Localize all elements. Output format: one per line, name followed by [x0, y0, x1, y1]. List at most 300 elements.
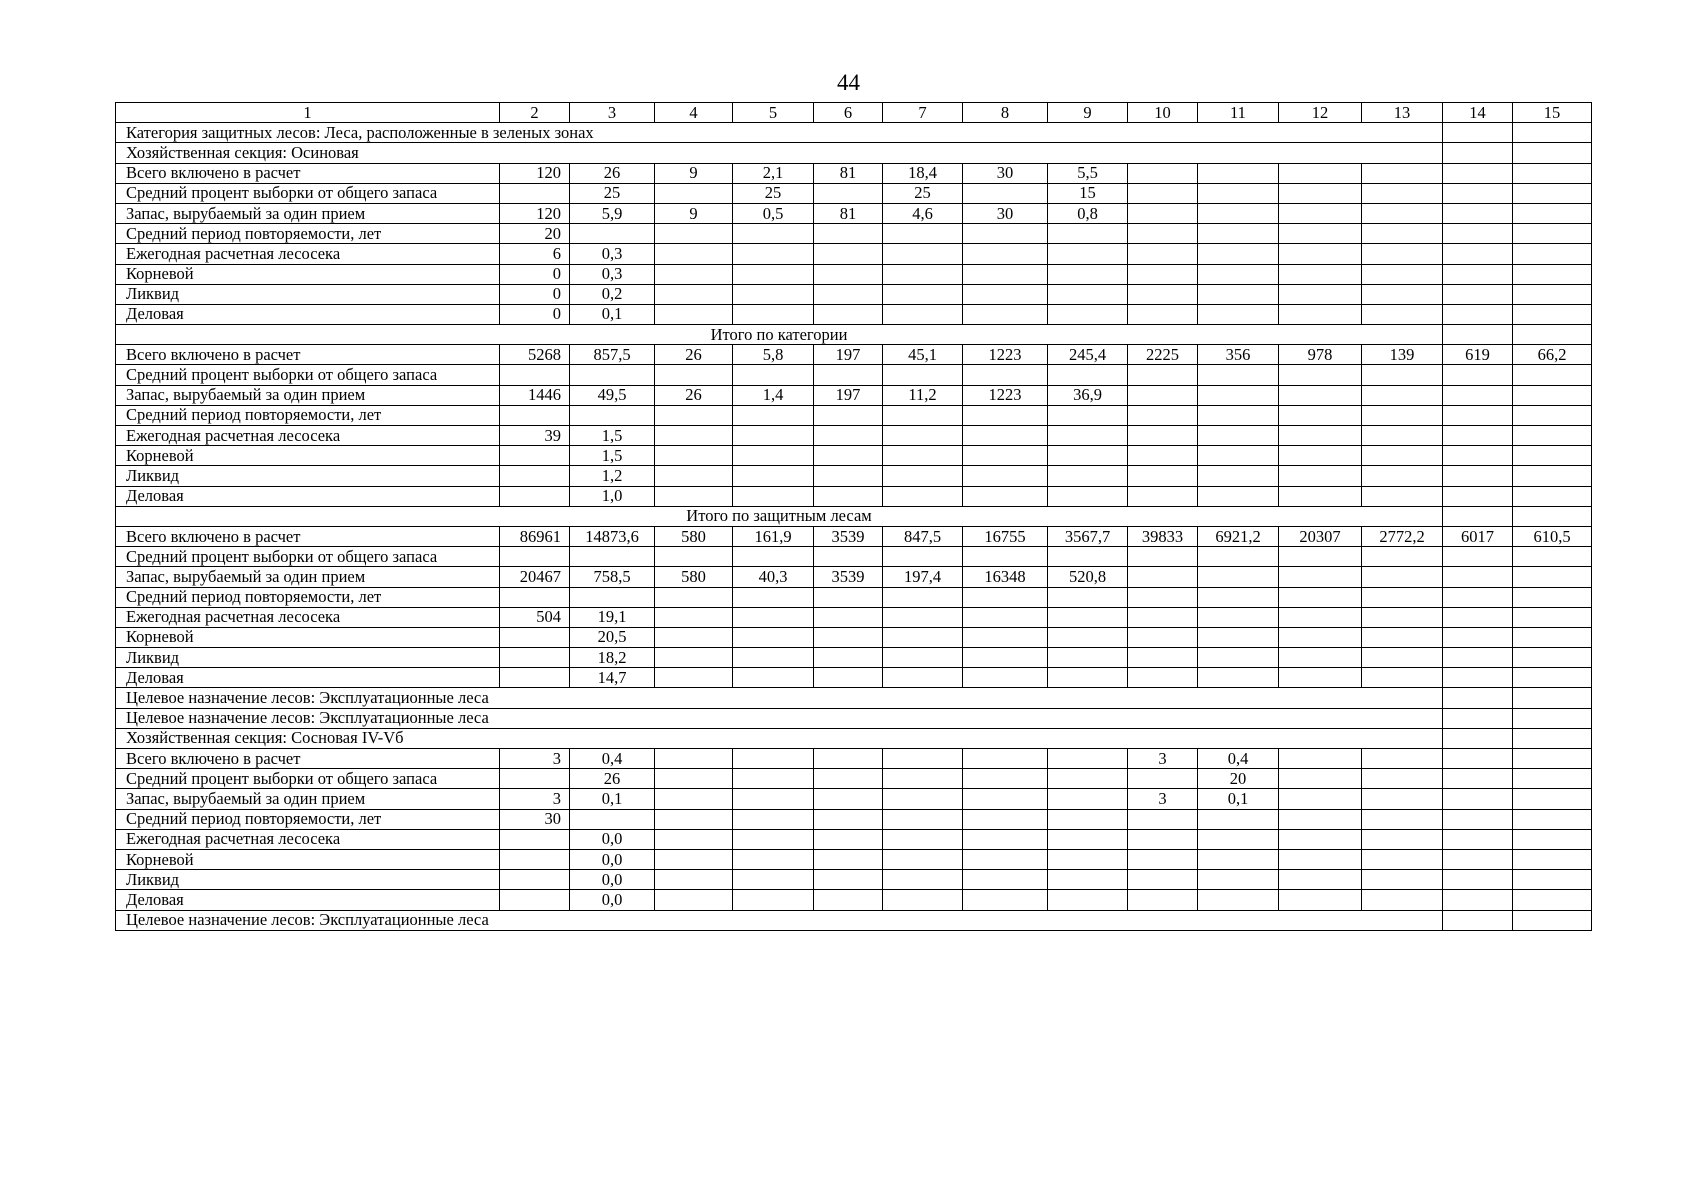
value-cell	[1048, 668, 1128, 688]
value-cell	[1048, 264, 1128, 284]
value-cell	[655, 890, 733, 910]
value-cell	[1443, 627, 1513, 647]
value-cell: 16755	[963, 526, 1048, 546]
value-cell	[1048, 627, 1128, 647]
value-cell	[1513, 385, 1592, 405]
value-cell	[655, 829, 733, 849]
value-cell	[1198, 426, 1279, 446]
value-cell: 5,5	[1048, 163, 1128, 183]
value-cell	[500, 870, 570, 890]
column-number-cell: 14	[1443, 103, 1513, 123]
value-cell	[1048, 547, 1128, 567]
table-row	[116, 183, 1592, 203]
value-cell: 9	[655, 163, 733, 183]
value-cell	[655, 648, 733, 668]
value-cell: 14,7	[570, 668, 655, 688]
value-cell	[1198, 648, 1279, 668]
value-cell	[1198, 809, 1279, 829]
value-cell	[1513, 789, 1592, 809]
value-cell: 758,5	[570, 567, 655, 587]
value-cell	[1048, 304, 1128, 324]
value-cell	[814, 224, 883, 244]
value-cell	[655, 264, 733, 284]
table-row	[116, 163, 1592, 183]
value-cell: 197,4	[883, 567, 963, 587]
value-cell	[814, 284, 883, 304]
value-cell	[814, 627, 883, 647]
value-cell	[1443, 789, 1513, 809]
value-cell	[883, 749, 963, 769]
value-cell	[963, 547, 1048, 567]
value-cell	[1279, 567, 1362, 587]
value-cell	[1513, 587, 1592, 607]
value-cell	[1279, 446, 1362, 466]
value-cell	[883, 769, 963, 789]
value-cell: 0,0	[570, 829, 655, 849]
value-cell: 978	[1279, 345, 1362, 365]
value-cell	[814, 769, 883, 789]
value-cell	[1513, 224, 1592, 244]
empty-cell	[1443, 708, 1513, 728]
value-cell: 0,0	[570, 890, 655, 910]
row-label: Ликвид	[116, 648, 500, 668]
value-cell	[1513, 648, 1592, 668]
value-cell	[1128, 890, 1198, 910]
value-cell: 40,3	[733, 567, 814, 587]
value-cell	[1513, 244, 1592, 264]
value-cell	[655, 607, 733, 627]
value-cell	[814, 183, 883, 203]
value-cell	[1128, 365, 1198, 385]
value-cell	[1362, 607, 1443, 627]
value-cell: 610,5	[1513, 526, 1592, 546]
value-cell	[1198, 547, 1279, 567]
value-cell	[1048, 789, 1128, 809]
value-cell: 1223	[963, 345, 1048, 365]
value-cell: 0,3	[570, 264, 655, 284]
value-cell	[1048, 244, 1128, 264]
value-cell	[1279, 809, 1362, 829]
value-cell	[963, 466, 1048, 486]
value-cell	[655, 365, 733, 385]
value-cell	[1198, 304, 1279, 324]
value-cell	[883, 809, 963, 829]
value-cell: 3	[500, 749, 570, 769]
value-cell: 39	[500, 426, 570, 446]
value-cell	[883, 224, 963, 244]
value-cell	[1362, 890, 1443, 910]
row-label: Всего включено в расчет	[116, 526, 500, 546]
value-cell: 0,0	[570, 849, 655, 869]
row-label: Средний период повторяемости, лет	[116, 587, 500, 607]
value-cell	[814, 405, 883, 425]
value-cell: 3539	[814, 526, 883, 546]
column-number-cell: 2	[500, 103, 570, 123]
value-cell	[1279, 749, 1362, 769]
value-cell: 5268	[500, 345, 570, 365]
value-cell	[814, 466, 883, 486]
table-row	[116, 264, 1592, 284]
value-cell	[883, 284, 963, 304]
value-cell	[1362, 446, 1443, 466]
value-cell	[1048, 284, 1128, 304]
value-cell	[1279, 890, 1362, 910]
value-cell	[655, 446, 733, 466]
row-label: Ежегодная расчетная лесосека	[116, 426, 500, 446]
value-cell	[1513, 405, 1592, 425]
value-cell: 197	[814, 385, 883, 405]
value-cell	[1128, 668, 1198, 688]
value-cell	[1443, 648, 1513, 668]
value-cell	[733, 426, 814, 446]
value-cell	[1198, 244, 1279, 264]
value-cell	[733, 244, 814, 264]
value-cell	[733, 648, 814, 668]
row-label: Деловая	[116, 486, 500, 506]
table-row	[116, 849, 1592, 869]
table-row	[116, 304, 1592, 324]
value-cell: 18,4	[883, 163, 963, 183]
value-cell	[963, 627, 1048, 647]
row-label: Запас, вырубаемый за один прием	[116, 203, 500, 223]
value-cell	[1198, 385, 1279, 405]
value-cell: 26	[570, 163, 655, 183]
value-cell: 45,1	[883, 345, 963, 365]
table-row	[116, 749, 1592, 769]
value-cell: 1,4	[733, 385, 814, 405]
value-cell	[963, 365, 1048, 385]
value-cell	[814, 486, 883, 506]
value-cell	[1513, 264, 1592, 284]
value-cell	[1198, 829, 1279, 849]
value-cell	[1513, 849, 1592, 869]
value-cell: 20	[500, 224, 570, 244]
value-cell: 18,2	[570, 648, 655, 668]
table-row	[116, 244, 1592, 264]
table-row	[116, 587, 1592, 607]
value-cell	[1362, 385, 1443, 405]
value-cell	[1048, 405, 1128, 425]
value-cell	[500, 405, 570, 425]
value-cell	[1279, 426, 1362, 446]
empty-cell	[1443, 506, 1513, 526]
value-cell	[963, 284, 1048, 304]
value-cell	[1128, 567, 1198, 587]
value-cell	[655, 769, 733, 789]
value-cell	[1443, 749, 1513, 769]
value-cell: 16348	[963, 567, 1048, 587]
value-cell	[963, 405, 1048, 425]
value-cell	[963, 183, 1048, 203]
table-row	[116, 224, 1592, 244]
value-cell	[1198, 466, 1279, 486]
value-cell: 20307	[1279, 526, 1362, 546]
value-cell	[1279, 870, 1362, 890]
value-cell	[1362, 849, 1443, 869]
row-label: Ликвид	[116, 466, 500, 486]
value-cell	[963, 789, 1048, 809]
value-cell	[1198, 587, 1279, 607]
table-row	[116, 547, 1592, 567]
value-cell	[500, 668, 570, 688]
value-cell	[1362, 224, 1443, 244]
value-cell	[655, 849, 733, 869]
value-cell: 1,5	[570, 426, 655, 446]
value-cell	[814, 668, 883, 688]
value-cell: 6921,2	[1198, 526, 1279, 546]
value-cell: 49,5	[570, 385, 655, 405]
value-cell	[1198, 365, 1279, 385]
value-cell	[1048, 224, 1128, 244]
value-cell	[500, 547, 570, 567]
table-row	[116, 829, 1592, 849]
value-cell	[1362, 405, 1443, 425]
row-label: Корневой	[116, 627, 500, 647]
column-number-cell: 11	[1198, 103, 1279, 123]
value-cell: 847,5	[883, 526, 963, 546]
value-cell	[1513, 668, 1592, 688]
value-cell: 25	[570, 183, 655, 203]
value-cell	[883, 365, 963, 385]
value-cell	[814, 587, 883, 607]
table-row	[116, 405, 1592, 425]
value-cell: 1223	[963, 385, 1048, 405]
value-cell	[1279, 547, 1362, 567]
value-cell: 14873,6	[570, 526, 655, 546]
empty-cell	[1443, 728, 1513, 748]
value-cell	[1128, 264, 1198, 284]
empty-cell	[1443, 143, 1513, 163]
value-cell	[1362, 203, 1443, 223]
value-cell	[963, 668, 1048, 688]
row-label: Всего включено в расчет	[116, 345, 500, 365]
value-cell: 0,8	[1048, 203, 1128, 223]
value-cell	[733, 890, 814, 910]
value-cell	[500, 466, 570, 486]
empty-cell	[1513, 325, 1592, 345]
value-cell	[1128, 426, 1198, 446]
value-cell	[963, 607, 1048, 627]
row-label: Средний процент выборки от общего запаса	[116, 547, 500, 567]
table-row	[116, 668, 1592, 688]
value-cell	[1443, 203, 1513, 223]
value-cell	[1279, 224, 1362, 244]
value-cell	[655, 809, 733, 829]
value-cell	[1279, 466, 1362, 486]
value-cell	[1128, 244, 1198, 264]
value-cell	[1443, 385, 1513, 405]
value-cell: 245,4	[1048, 345, 1128, 365]
value-cell	[1279, 284, 1362, 304]
table-row	[116, 627, 1592, 647]
value-cell	[963, 749, 1048, 769]
value-cell	[1048, 749, 1128, 769]
value-cell	[1279, 607, 1362, 627]
value-cell	[1128, 849, 1198, 869]
value-cell	[883, 648, 963, 668]
value-cell	[1362, 789, 1443, 809]
value-cell	[1198, 405, 1279, 425]
value-cell	[1513, 829, 1592, 849]
table-row	[116, 607, 1592, 627]
value-cell	[1128, 284, 1198, 304]
value-cell	[1443, 587, 1513, 607]
value-cell	[1279, 163, 1362, 183]
value-cell	[1128, 627, 1198, 647]
value-cell: 120	[500, 163, 570, 183]
value-cell	[1279, 405, 1362, 425]
value-cell	[1513, 426, 1592, 446]
value-cell	[500, 183, 570, 203]
value-cell	[1513, 304, 1592, 324]
value-cell	[1362, 749, 1443, 769]
row-label: Средний период повторяемости, лет	[116, 405, 500, 425]
value-cell	[1048, 426, 1128, 446]
value-cell	[1198, 849, 1279, 869]
total-title: Итого по категории	[116, 325, 1443, 345]
row-label: Ежегодная расчетная лесосека	[116, 244, 500, 264]
section-title: Хозяйственная секция: Сосновая IV-Vб	[116, 728, 1443, 748]
section-title: Хозяйственная секция: Осиновая	[116, 143, 1443, 163]
value-cell: 5,8	[733, 345, 814, 365]
value-cell: 26	[570, 769, 655, 789]
value-cell: 4,6	[883, 203, 963, 223]
table-row	[116, 385, 1592, 405]
value-cell: 580	[655, 567, 733, 587]
value-cell	[1279, 486, 1362, 506]
value-cell	[963, 890, 1048, 910]
value-cell	[1048, 870, 1128, 890]
row-label: Корневой	[116, 849, 500, 869]
value-cell	[1128, 829, 1198, 849]
value-cell	[733, 749, 814, 769]
value-cell	[1198, 203, 1279, 223]
value-cell	[1513, 547, 1592, 567]
row-label: Средний процент выборки от общего запаса	[116, 365, 500, 385]
value-cell	[883, 789, 963, 809]
column-number-cell: 12	[1279, 103, 1362, 123]
table-row	[116, 870, 1592, 890]
value-cell: 619	[1443, 345, 1513, 365]
value-cell	[1443, 426, 1513, 446]
value-cell	[1362, 809, 1443, 829]
empty-cell	[1443, 688, 1513, 708]
value-cell	[1128, 547, 1198, 567]
value-cell	[1128, 466, 1198, 486]
row-label: Ликвид	[116, 870, 500, 890]
value-cell: 0,1	[570, 789, 655, 809]
value-cell	[1279, 829, 1362, 849]
value-cell	[1443, 405, 1513, 425]
table-row	[116, 426, 1592, 446]
value-cell	[1128, 405, 1198, 425]
value-cell: 0	[500, 264, 570, 284]
column-number-cell: 10	[1128, 103, 1198, 123]
value-cell: 857,5	[570, 345, 655, 365]
value-cell	[1279, 183, 1362, 203]
value-cell	[883, 607, 963, 627]
empty-cell	[1443, 123, 1513, 143]
value-cell	[963, 264, 1048, 284]
value-cell	[1362, 426, 1443, 446]
table-row	[116, 890, 1592, 910]
value-cell: 30	[963, 203, 1048, 223]
value-cell	[1513, 809, 1592, 829]
value-cell	[1128, 385, 1198, 405]
value-cell	[570, 809, 655, 829]
value-cell	[1279, 203, 1362, 223]
row-label: Деловая	[116, 304, 500, 324]
value-cell	[814, 749, 883, 769]
value-cell	[1513, 607, 1592, 627]
value-cell: 86961	[500, 526, 570, 546]
value-cell	[1443, 224, 1513, 244]
value-cell	[1362, 284, 1443, 304]
value-cell	[1513, 749, 1592, 769]
section-title: Целевое назначение лесов: Эксплуатационные леса	[116, 688, 1443, 708]
value-cell: 0,3	[570, 244, 655, 264]
value-cell	[1279, 668, 1362, 688]
value-cell: 1,0	[570, 486, 655, 506]
value-cell: 356	[1198, 345, 1279, 365]
value-cell	[1198, 567, 1279, 587]
value-cell: 30	[963, 163, 1048, 183]
value-cell: 0	[500, 304, 570, 324]
table-row	[116, 446, 1592, 466]
section-row	[116, 910, 1592, 930]
value-cell	[1048, 365, 1128, 385]
value-cell: 0	[500, 284, 570, 304]
value-cell	[733, 405, 814, 425]
value-cell	[1048, 648, 1128, 668]
value-cell: 3	[1128, 789, 1198, 809]
value-cell	[1198, 163, 1279, 183]
value-cell	[963, 849, 1048, 869]
value-cell	[1443, 870, 1513, 890]
value-cell: 19,1	[570, 607, 655, 627]
value-cell	[733, 668, 814, 688]
table-row	[116, 486, 1592, 506]
value-cell	[1443, 183, 1513, 203]
value-cell	[1279, 627, 1362, 647]
value-cell: 3	[1128, 749, 1198, 769]
value-cell	[655, 244, 733, 264]
value-cell	[1362, 870, 1443, 890]
value-cell	[1362, 648, 1443, 668]
row-label: Деловая	[116, 890, 500, 910]
value-cell	[1362, 304, 1443, 324]
value-cell	[1362, 829, 1443, 849]
value-cell	[500, 829, 570, 849]
value-cell: 0,4	[1198, 749, 1279, 769]
value-cell	[1513, 284, 1592, 304]
row-label: Деловая	[116, 668, 500, 688]
value-cell: 2225	[1128, 345, 1198, 365]
value-cell	[733, 587, 814, 607]
value-cell: 9	[655, 203, 733, 223]
empty-cell	[1513, 910, 1592, 930]
value-cell	[570, 405, 655, 425]
value-cell	[1513, 486, 1592, 506]
row-label: Корневой	[116, 264, 500, 284]
value-cell: 11,2	[883, 385, 963, 405]
column-number-cell: 6	[814, 103, 883, 123]
section-row	[116, 728, 1592, 748]
value-cell	[1128, 870, 1198, 890]
table-row	[116, 284, 1592, 304]
row-label: Средний процент выборки от общего запаса	[116, 183, 500, 203]
value-cell	[570, 587, 655, 607]
